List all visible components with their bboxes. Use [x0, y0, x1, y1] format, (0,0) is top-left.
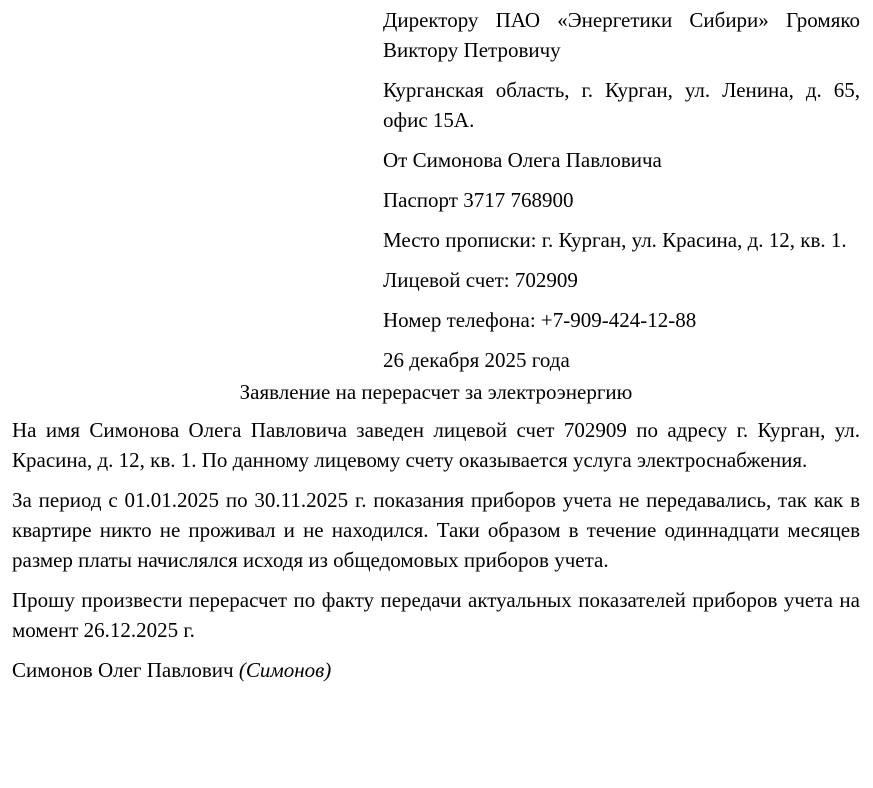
addressee-address: Курганская область, г. Курган, ул. Ленина, д. 65, офис 15А. [383, 78, 860, 132]
document-page [12, 5, 860, 685]
account-number: Лицевой счет: 702909 [383, 268, 578, 292]
body-paragraph-3: Прошу произвести перерасчет по факту передачи актуальных показателей приборов учета на момент 26.12.2025 г. [12, 588, 860, 642]
signature-name: Симонов Олег Павлович [12, 658, 234, 682]
body-paragraph-1: На имя Симонова Олега Павловича заведен лицевой счет 702909 по адресу г. Курган, ул. Красина, д. 12, кв. 1. По данному лицевому счету оказывается услуга электроснабжения. [12, 418, 860, 472]
document-date: 26 декабря 2025 года [383, 348, 570, 372]
phone-number: Номер телефона: +7-909-424-12-88 [383, 308, 697, 332]
signature-line [12, 655, 860, 685]
handwritten-signature: (Симонов) [238, 658, 332, 682]
document-title: Заявление на перерасчет за электроэнергию [239, 380, 633, 404]
document-header [383, 5, 860, 375]
body-paragraph-2: За период с 01.01.2025 по 30.11.2025 г. показания приборов учета не передавались, так как в квартире никто не проживал и не находился. Таки образом в течение одиннадцати месяцев размер платы начислялся исходя из общедомовых приборов учета. [12, 488, 860, 572]
passport: Паспорт 3717 768900 [383, 188, 574, 212]
sender: От Симонова Олега Павловича [383, 148, 662, 172]
registration: Место прописки: г. Курган, ул. Красина, д. 12, кв. 1. [383, 228, 847, 252]
addressee: Директору ПАО «Энергетики Сибири» Громяко Виктору Петровичу [383, 8, 860, 62]
